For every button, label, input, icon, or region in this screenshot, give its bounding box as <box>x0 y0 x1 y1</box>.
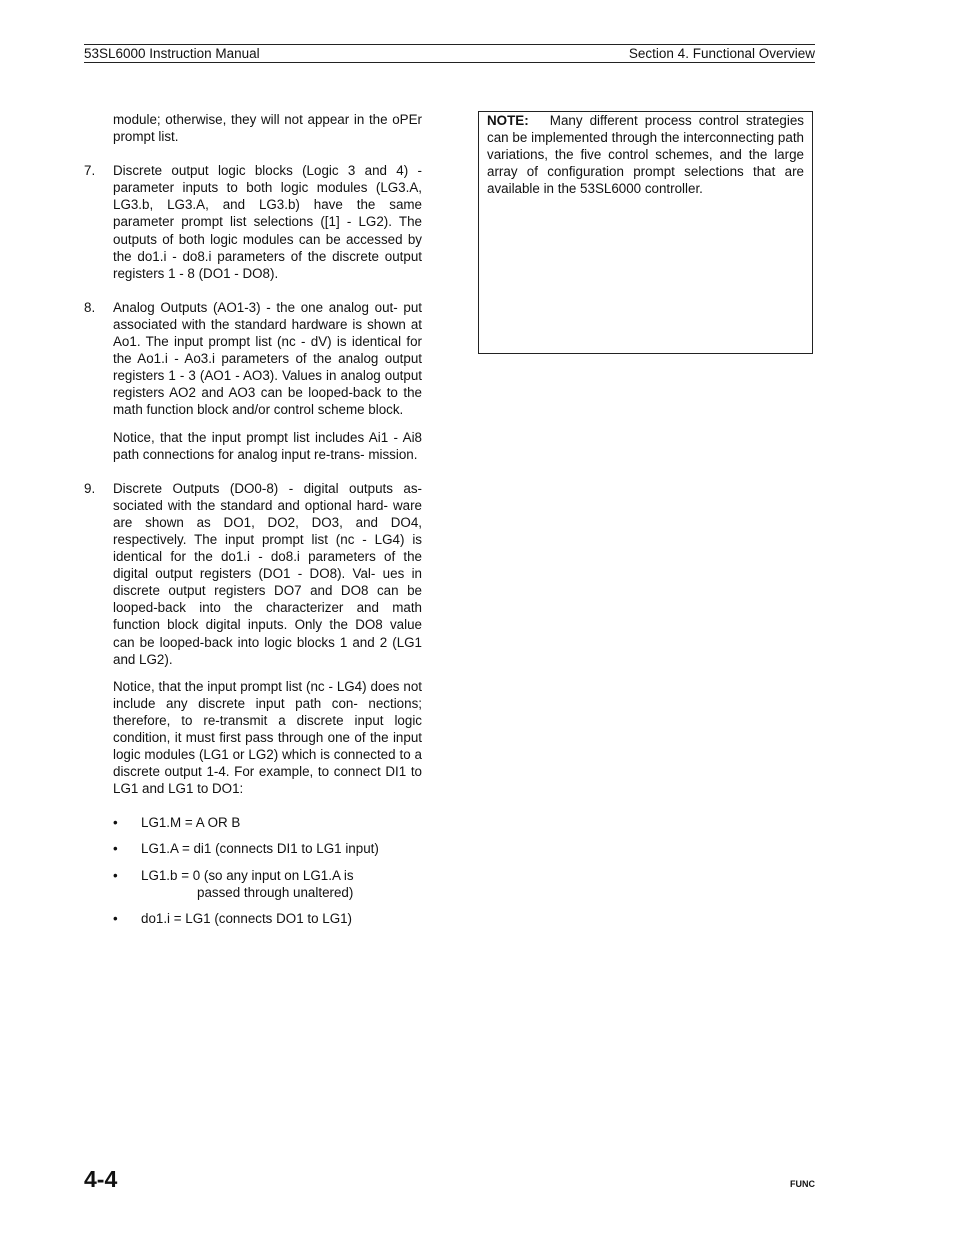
bullet-text: LG1.M = A OR B <box>141 815 241 831</box>
bullet-text: LG1.b = 0 (so any input on LG1.A is <box>141 867 354 883</box>
item-number: 9. <box>84 480 96 496</box>
section-title: Section 4. Functional Overview <box>628 46 815 61</box>
item-paragraph: Analog Outputs (AO1-3) - the one analog out- put associated with the standard hardware is shown at Ao1. The input prompt list (nc - dV) is identical for the Ao1.i - Ao3.i parameters of the analog output registers 1 - 3 (AO1 - AO3). Values in analog output registers AO2 and AO3 can be looped-back to the math function block and/or control scheme block. <box>113 299 422 418</box>
bullet-item <box>113 867 422 901</box>
list-item-7 <box>84 162 422 282</box>
page-number: 4-4 <box>84 1166 118 1192</box>
manual-title: 53SL6000 Instruction Manual <box>84 46 260 61</box>
item-number: 7. <box>84 163 96 179</box>
bullet-icon: • <box>113 910 118 926</box>
bullet-text: do1.i = LG1 (connects DO1 to LG1) <box>141 910 353 926</box>
bullet-text: LG1.A = di1 (connects DI1 to LG1 input) <box>141 841 379 857</box>
bullet-item <box>113 814 422 831</box>
bullet-icon: • <box>113 867 118 883</box>
item-paragraph: Notice, that the input prompt list includes Ai1 - Ai8 path connections for analog input re-trans- mission. <box>113 429 422 462</box>
running-header <box>84 44 815 63</box>
note-box <box>478 111 813 354</box>
item-paragraph: Discrete Outputs (DO0-8) - digital outputs as- sociated with the standard and optional hard- ware are shown as DO1, DO2, DO3, and DO4, respectively. The input prompt list (nc - LG4) is identical for the do1.i - do8.i parameters of the digital output registers (DO1 - DO8). Val- ues in discrete output registers DO7 and DO8 can be looped-back into the characterizer and math function block digital inputs. Only the DO8 value can be looped-back into logic blocks 1 and 2 (LG1 and LG2). <box>113 480 422 667</box>
note-label: NOTE: <box>487 113 529 128</box>
intro-continuation: module; otherwise, they will not appear in the oPEr prompt list. <box>113 112 422 145</box>
example-bullet-list <box>113 814 422 926</box>
item-paragraph: Discrete output logic blocks (Logic 3 and 4) - parameter inputs to both logic modules (LG3.A, LG3.b, LG3.A, and LG3.b) have the same parameter prompt list selections ([1] - LG2). The outputs of both logic modules can be accessed by the do1.i - do8.i parameters of the discrete output registers 1 - 8 (DO1 - DO8). <box>113 163 422 281</box>
bullet-text-continuation: passed through unaltered) <box>197 884 354 900</box>
list-item-8 <box>84 299 422 463</box>
note-text: Many different process control strategies can be implemented through the interconnecting path variations, the five control schemes, and the large array of configuration prompt selections that are available in the 53SL6000 controller. <box>487 113 804 197</box>
item-number: 8. <box>84 299 96 315</box>
bullet-item <box>113 910 422 927</box>
bullet-item <box>113 840 422 857</box>
item-paragraph: Notice, that the input prompt list (nc - LG4) does not include any discrete input path con- nections; therefore, to re-transmit a discrete input logic condition, it must first pass through one of the input logic modules (LG1 or LG2) which is connected to a discrete output 1-4. For example, to connect DI1 to LG1 and LG1 to DO1: <box>113 678 422 797</box>
bullet-icon: • <box>113 815 118 831</box>
left-column <box>84 111 422 936</box>
bullet-icon: • <box>113 841 118 857</box>
list-item-9 <box>84 480 422 798</box>
footer-code: FUNC <box>790 1179 815 1189</box>
